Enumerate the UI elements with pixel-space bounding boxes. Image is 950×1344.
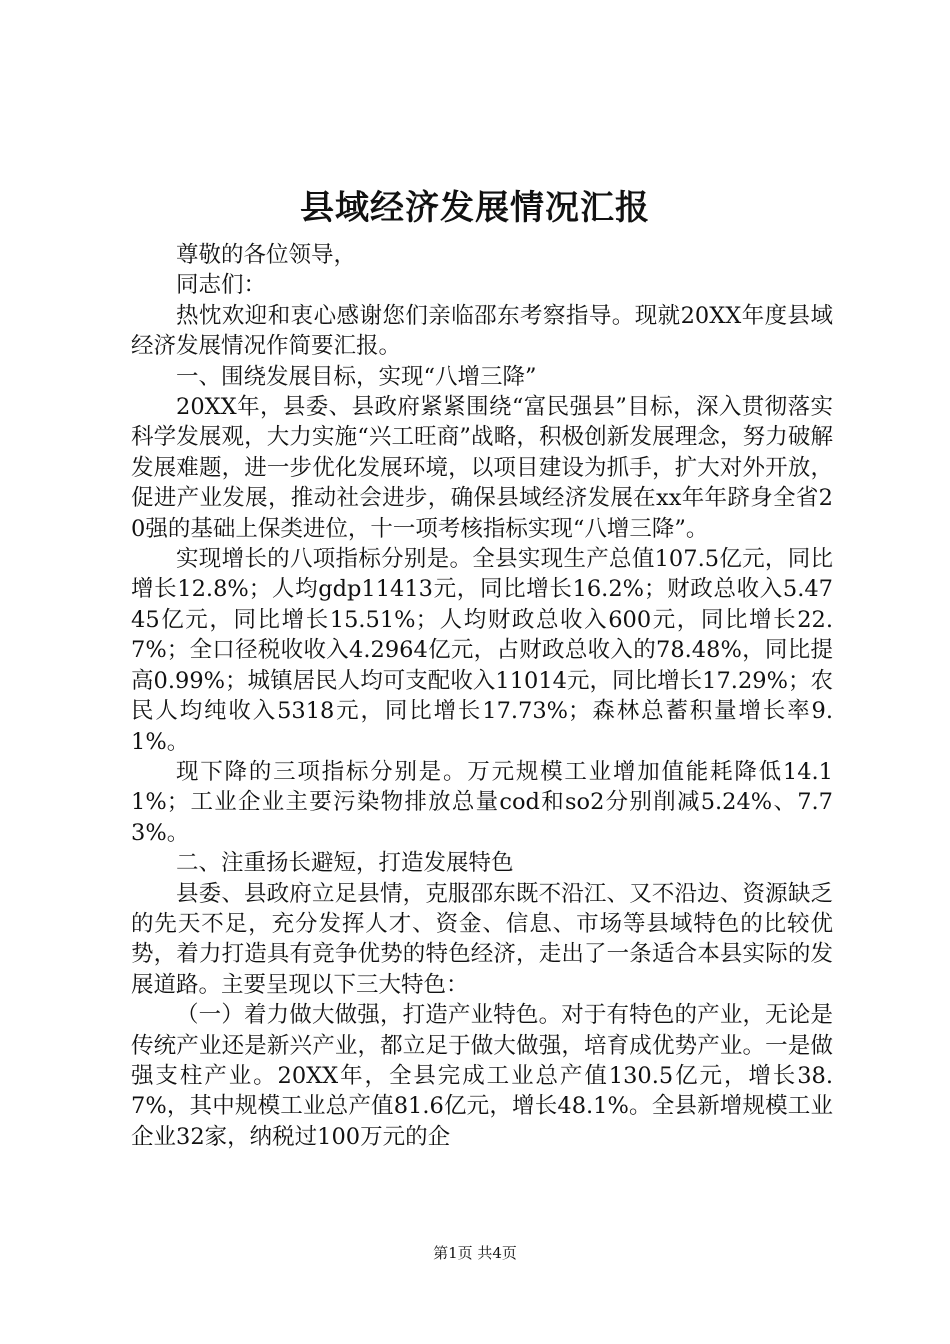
body-paragraph: 20XX年，县委、县政府紧紧围绕“富民强县”目标，深入贯彻落实科学发展观，大力实施“兴工旺商”战略，积极创新发展理念，努力破解发展难题，进一步优化发展环境，以项目建设为抓手，扩大对外开放，促进产业发展，推动社会进步，确保县域经济发展在xx年年跻身全省20强的基础上保类进位，十一项考核指标实现“八增三降”。 <box>131 394 833 542</box>
body-paragraph: 实现增长的八项指标分别是。全县实现生产总值107.5亿元，同比增长12.8%；人均gdp11413元，同比增长16.2%；财政总收入5.4745亿元，同比增长15.51%；人均财政总收入600元，同比增长22.7%；全口径税收收入4.2964亿元，占财政总收入的78.48%，同比提高0.99%；城镇居民人均可支配收入11014元，同比增长17.29%；农民人均纯收入5318元，同比增长17.73%；森林总蓄积量增长率9.1%。 <box>131 546 833 755</box>
intro-paragraph: 热忱欢迎和衷心感谢您们亲临邵东考察指导。现就20XX年度县域经济发展情况作简要汇报。 <box>131 302 833 360</box>
salutation-leaders: 尊敬的各位领导， <box>176 242 357 268</box>
section-heading-2: 二、注重扬长避短，打造发展特色 <box>176 850 514 877</box>
document-body <box>131 240 833 1152</box>
body-paragraph: 县委、县政府立足县情，克服邵东既不沿江、又不沿边、资源缺乏的先天不足，充分发挥人才、资金、信息、市场等县域特色的比较优势，着力打造具有竞争优势的特色经济，走出了一条适合本县实际的发展道路。主要呈现以下三大特色： <box>131 880 833 998</box>
salutation-comrades: 同志们： <box>176 272 267 299</box>
section-heading-1: 一、围绕发展目标，实现“八增三降” <box>176 363 537 390</box>
body-paragraph: 现下降的三项指标分别是。万元规模工业增加值能耗降低14.11%；工业企业主要污染物排放总量cod和so2分别削减5.24%、7.73%。 <box>131 758 833 846</box>
page-footer: 第1页 共4页 <box>433 1244 517 1262</box>
body-paragraph: （一）着力做大做强，打造产业特色。对于有特色的产业，无论是传统产业还是新兴产业，都立足于做大做强，培育成优势产业。一是做强支柱产业。20XX年，全县完成工业总产值130.5亿元，增长38.7%，其中规模工业总产值81.6亿元，增长48.1%。全县新增规模工业企业32家，纳税过100万元的企 <box>131 1002 833 1150</box>
document-title: 县域经济发展情况汇报 <box>300 188 650 228</box>
